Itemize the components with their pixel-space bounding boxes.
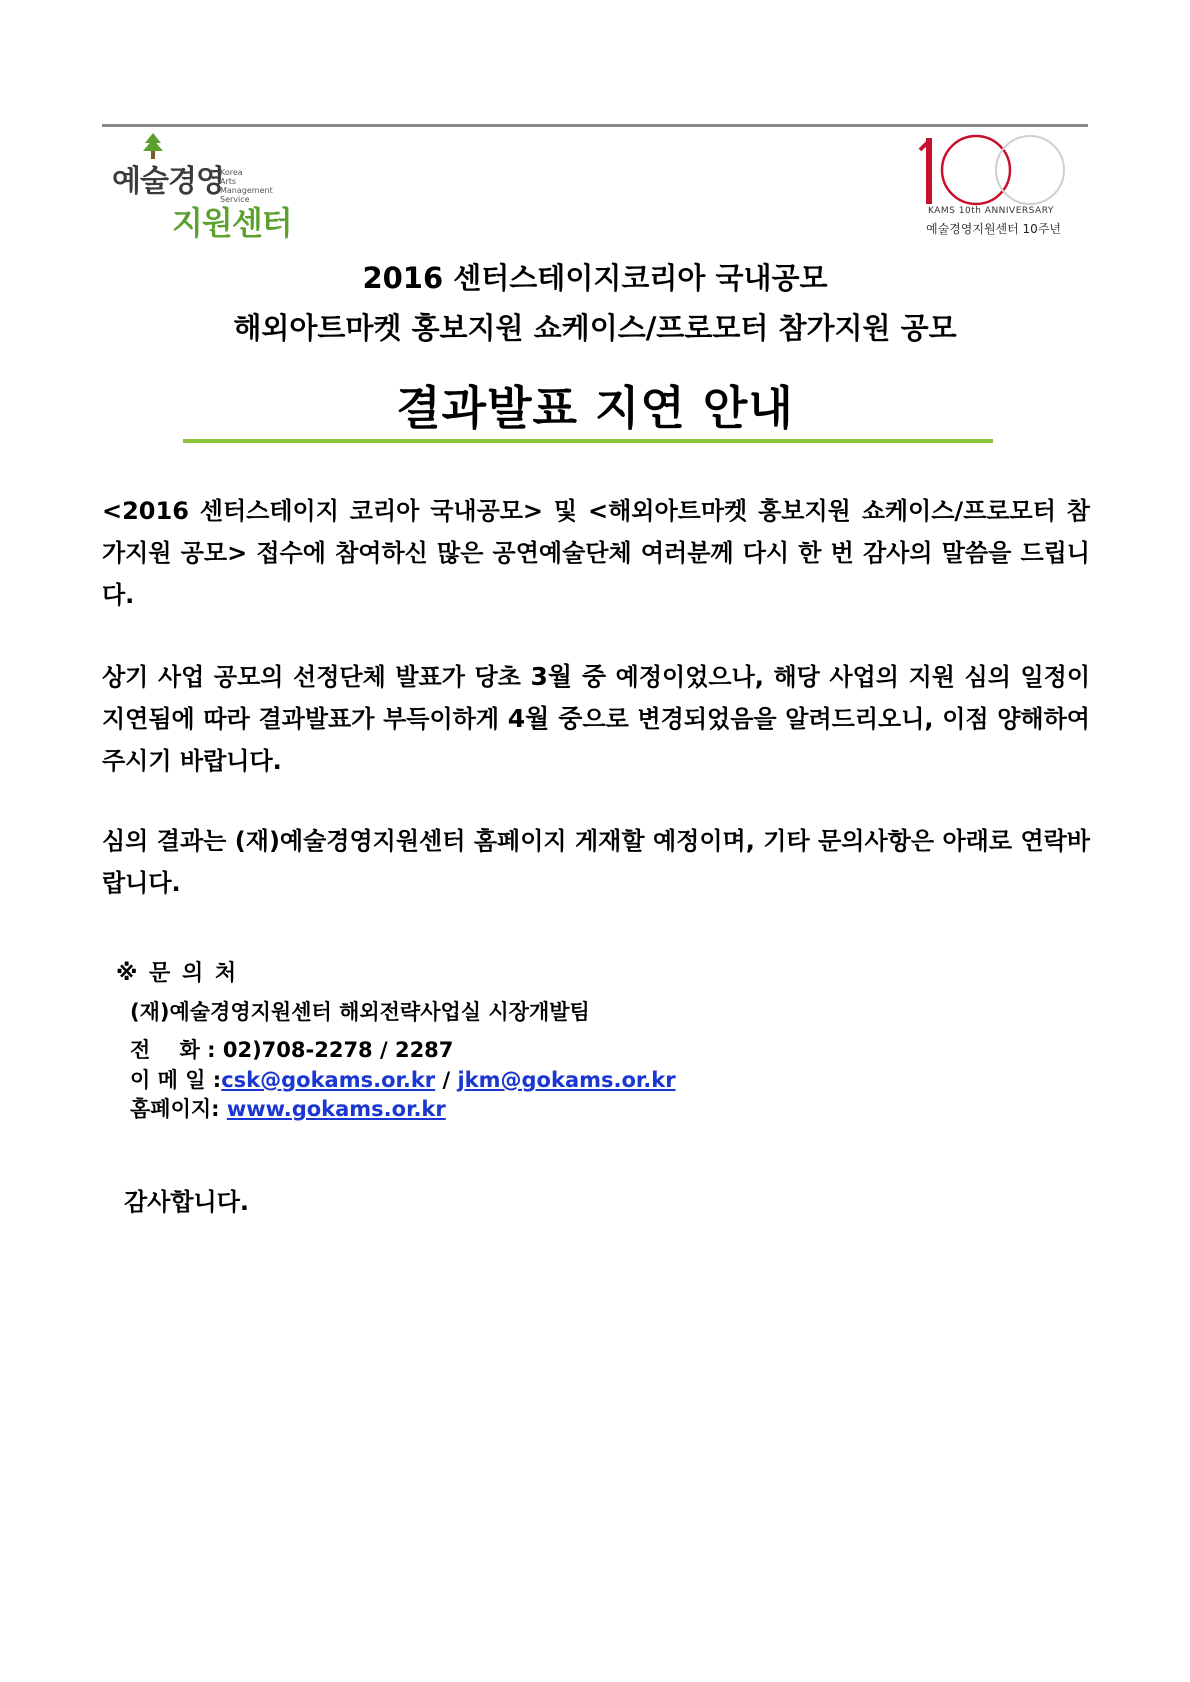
contact-organization: (재)예술경영지원센터 해외전략사업실 시장개발팀 [130, 1000, 590, 1024]
kams-logo [112, 132, 302, 242]
homepage-link[interactable]: www.gokams.or.kr [226, 1097, 446, 1121]
closing-text: 감사합니다. [124, 1188, 250, 1216]
anniversary-korean: 예술경영지원센터 10주년 [926, 222, 1062, 236]
email-link-csk[interactable]: csk@gokams.or.kr [221, 1068, 436, 1092]
paragraph-results: 심의 결과는 (재)예술경영지원센터 홈페이지 게재할 예정이며, 기타 문의사항은 아래로 연락바랍니다. [102, 827, 1090, 897]
anniversary-text: KAMS 10th ANNIVERSARY [928, 206, 1054, 216]
contact-heading: ※ 문 의 처 [116, 961, 239, 986]
top-divider [102, 124, 1088, 127]
email-link-jkm[interactable]: jkm@gokams.or.kr [457, 1068, 676, 1092]
paragraph-thanks: <2016 센터스테이지 코리아 국내공모> 및 <해외아트마켓 홍보지원 쇼케이스/프로모터 참가지원 공모> 접수에 참여하신 많은 공연예술단체 여러분께 다시 한 번 감사의 말씀을 드립니다. [102, 497, 1090, 609]
page-title: 결과발표 지연 안내 [396, 381, 794, 435]
anniversary-logo [918, 134, 1078, 244]
ten-anniversary-icon [918, 134, 1078, 212]
contact-phone: 전 화 : 02)708-2278 / 2287 [130, 1038, 454, 1062]
contact-homepage: 홈페이지: www.gokams.or.kr [130, 1097, 446, 1121]
original-date: 3월 중 [530, 662, 607, 691]
new-date: 4월 중 [507, 704, 583, 733]
title-underline [183, 439, 993, 443]
logo-english: Korea Arts Management Service [220, 168, 273, 204]
paragraph-delay: 상기 사업 공모의 선정단체 발표가 당초 3월 중 예정이었으나, 해당 사업의 지원 심의 일정이 지연됨에 따라 결과발표가 부득이하게 4월 중으로 변경되었음을 알려드리오니, 이점 양해하여 주시기 바랍니다. [102, 662, 1091, 775]
logo-text-line1: 예술경영 [112, 164, 224, 199]
title-line2: 해외아트마켓 홍보지원 쇼케이스/프로모터 참가지원 공모 [233, 311, 957, 345]
title-line1: 2016 센터스테이지코리아 국내공모 [362, 261, 828, 295]
contact-email: 이 메 일 :csk@gokams.or.kr / jkm@gokams.or.kr [130, 1068, 676, 1092]
logo-text-line2: 지원센터 [172, 204, 292, 242]
